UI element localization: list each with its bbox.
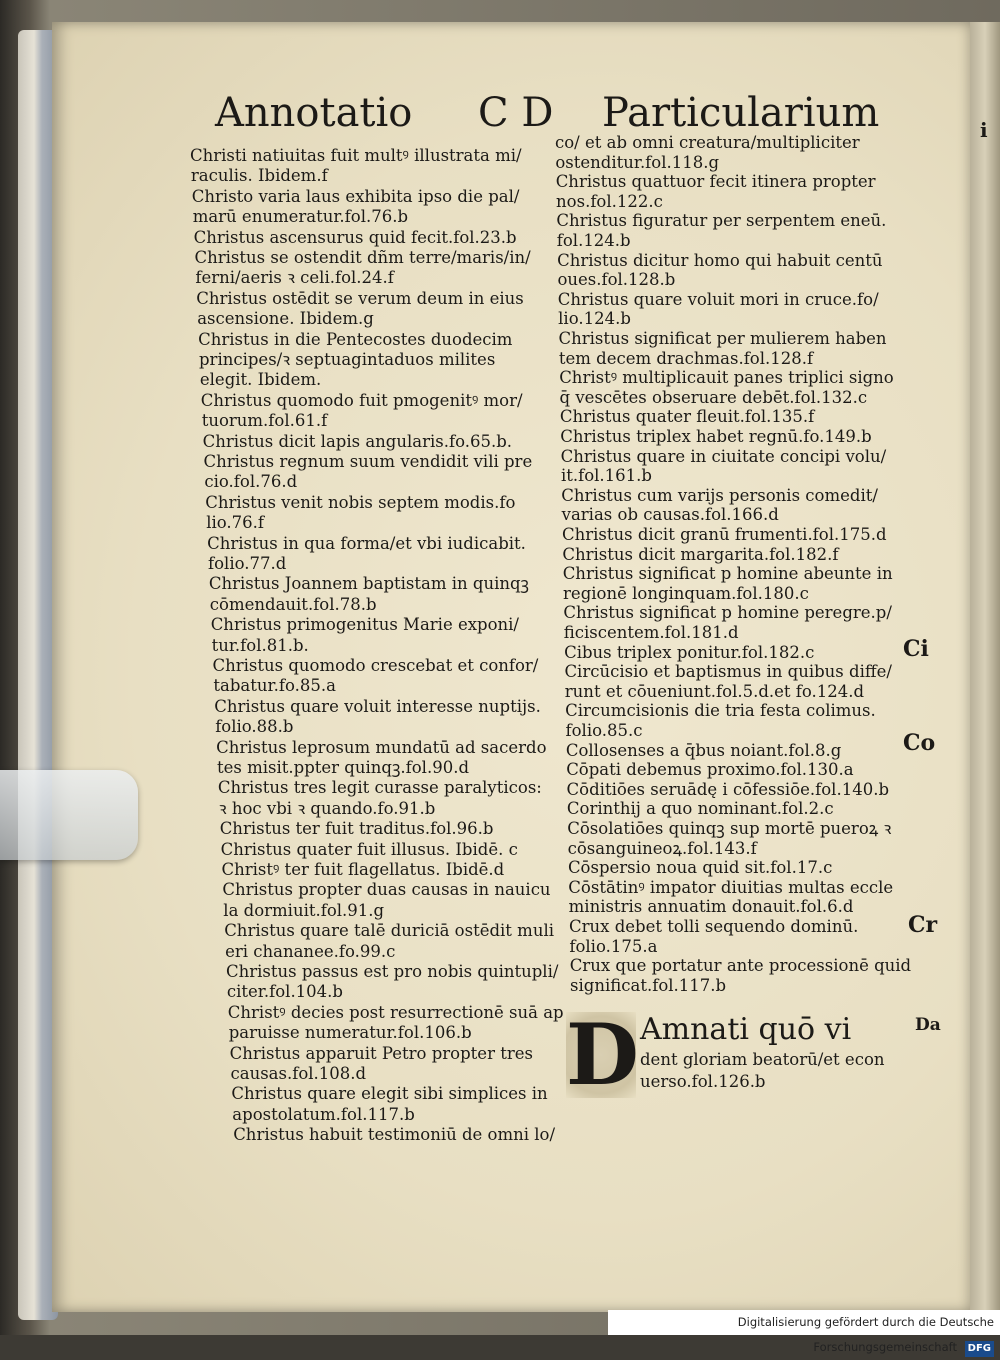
index-line: Christꝰ ter fuit flagellatus. Ibidē.d xyxy=(221,860,505,879)
index-line: raculis. Ibidem.f xyxy=(190,166,328,186)
index-line: ministris annuatim donauit.fol.6.d xyxy=(568,897,854,917)
index-line: Christus propter duas causas in nauicu xyxy=(222,880,551,900)
index-line: Christus habuit testimoniū de omni lo/ xyxy=(233,1125,556,1145)
index-line: ꝛ hoc vbi ꝛ quando.fo.91.b xyxy=(218,798,436,818)
index-line: causas.fol.108.d xyxy=(230,1064,367,1083)
index-line: Christus dicit margarita.fol.182.f xyxy=(562,544,839,564)
index-line: Christus dicit lapis angularis.fo.65.b. xyxy=(202,431,513,451)
index-line: Christus significat per mulierem haben xyxy=(558,329,887,348)
margin-head-da: Da xyxy=(915,1015,941,1035)
index-line: Christus significat p homine peregre.p/ xyxy=(563,603,892,623)
index-line: elegit. Ibidem. xyxy=(199,370,322,390)
index-line: Circumcisionis die tria festa colimus. xyxy=(565,701,876,721)
index-line: nos.fol.122.c xyxy=(556,191,663,211)
index-line: citer.fol.104.b xyxy=(226,982,343,1002)
index-line: tabatur.fo.85.a xyxy=(213,676,336,696)
index-line: ferni/aeris ꝛ celi.fol.24.f xyxy=(195,268,394,288)
index-line: Christus significat p homine abeunte in xyxy=(562,564,893,584)
index-line: Christus ostēdit se verum deum in eius xyxy=(196,288,524,308)
index-line: Christus quater fuit illusus. Ibidē. c xyxy=(220,839,518,859)
initial-entry-line1: Amnati quō vi xyxy=(640,1012,852,1047)
page-clip xyxy=(0,770,138,860)
index-line: Christus quomodo fuit pmogenitꝰ mor/ xyxy=(200,390,523,410)
margin-head-cr: Cr xyxy=(908,912,938,938)
margin-head-ci: Ci xyxy=(903,636,929,662)
index-line: co/ et ab omni creatura/multipliciter xyxy=(555,133,860,152)
index-line: Crux debet tolli sequendo dominū. xyxy=(569,917,859,936)
index-line: fol.124.b xyxy=(556,231,631,250)
index-line: Cōstātinꝰ impator diuitias multas eccle xyxy=(568,877,894,897)
index-line: ostenditur.fol.118.g xyxy=(555,152,720,172)
index-line: Christus Joannem baptistam in quinqꝫ xyxy=(208,574,529,594)
decorated-initial: D xyxy=(566,1005,639,1104)
index-line: Cōsolatiōes quinqꝫ sup mortē pueroꝝ ꝛ xyxy=(567,819,892,838)
index-line: Christus quater fleuit.fol.135.f xyxy=(559,407,815,427)
index-line: Christus dicit granū frumenti.fol.175.d xyxy=(562,525,887,544)
index-line: Christus figuratur per serpentem eneū. xyxy=(556,211,887,231)
index-line: Christus ascensurus quid fecit.fol.23.b xyxy=(193,227,517,247)
dfg-logo: DFG xyxy=(965,1341,994,1357)
initial-entry-line3: uerso.fol.126.b xyxy=(640,1072,766,1091)
index-line: Christus dicitur homo qui habuit centū xyxy=(557,250,883,270)
index-line: regionē longinquam.fol.180.c xyxy=(563,583,809,603)
index-line: varias ob causas.fol.166.d xyxy=(561,505,779,525)
index-line: Christus in qua forma/et vbi iudicabit. xyxy=(207,533,526,553)
index-line: ascensione. Ibidem.g xyxy=(197,309,374,329)
index-line: folio.88.b xyxy=(215,717,294,737)
footer-text: Digitalisierung gefördert durch die Deutsche Forschungsgemeinschaft xyxy=(737,1315,994,1354)
index-line: folio.175.a xyxy=(569,936,658,956)
index-line: Christus leprosum mundatū ad sacerdo xyxy=(216,737,547,757)
index-line: it.fol.161.b xyxy=(560,466,652,486)
index-line: cio.fol.76.d xyxy=(204,472,298,492)
index-line: folio.77.d xyxy=(208,554,287,573)
index-line: cōmendauit.fol.78.b xyxy=(209,594,377,614)
page-right-edge xyxy=(970,22,1000,1312)
margin-head-co: Co xyxy=(903,730,936,756)
index-line: Christus in die Pentecostes duodecim xyxy=(198,329,513,349)
index-line: tes misit.ppter quinqꝫ.fol.90.d xyxy=(217,758,469,777)
index-line: Christus quare voluit interesse nuptijs. xyxy=(214,696,541,716)
index-line: Christꝰ decies post resurrectionē suā ap xyxy=(227,1002,564,1022)
index-line: Christus cum varijs personis comedit/ xyxy=(561,485,878,505)
edge-letter: i xyxy=(980,118,988,142)
index-line: Christus se ostendit dñm terre/maris/in/ xyxy=(194,248,531,267)
index-line: Circūcisio et baptismus in quibus diffe/ xyxy=(564,662,892,682)
index-line: lio.124.b xyxy=(558,309,631,329)
index-line: Christus triplex habet regnū.fo.149.b xyxy=(560,427,872,446)
index-line: Crux que portatur ante processionē quid xyxy=(569,956,912,976)
index-line: Cibus triplex ponitur.fol.182.c xyxy=(564,642,815,662)
index-line: Christus ter fuit traditus.fol.96.b xyxy=(219,819,494,839)
footer-banner xyxy=(608,1310,1000,1354)
index-line: Cōspersio noua quid sit.fol.17.c xyxy=(567,858,833,878)
index-line: Christus quare in ciuitate concipi volu/ xyxy=(560,446,887,466)
index-line: la dormiuit.fol.91.g xyxy=(223,900,385,920)
index-line: Christꝰ multiplicauit panes triplici signo xyxy=(559,368,894,388)
index-line: ficiscentem.fol.181.d xyxy=(563,623,739,642)
index-line: Christus quare elegit sibi simplices in xyxy=(231,1084,548,1104)
index-line: Christus passus est pro nobis quintupli/ xyxy=(226,962,559,981)
running-head-right: Particularium xyxy=(602,90,880,136)
index-line: apostolatum.fol.117.b xyxy=(232,1104,415,1124)
index-line: Christus primogenitus Marie exponi/ xyxy=(210,615,519,635)
index-line: Christi natiuitas fuit multꝰ illustrata mi/ xyxy=(190,146,522,165)
running-head-middle: C D xyxy=(478,90,554,136)
index-line: folio.85.c xyxy=(565,721,643,740)
index-line: Christo varia laus exhibita ipso die pal/ xyxy=(191,186,520,206)
index-line: oues.fol.128.b xyxy=(557,270,676,290)
index-line: eri chananee.fo.99.c xyxy=(225,941,396,961)
index-line: Christus quare voluit mori in cruce.fo/ xyxy=(557,289,879,309)
index-line: runt et cōueniunt.fol.5.d.et fo.124.d xyxy=(564,681,865,701)
index-line: principes/ꝛ septuagintaduos milites xyxy=(199,350,496,369)
index-line: Collosenses a q̄bus noiant.fol.8.g xyxy=(565,740,842,760)
index-line: Christus tres legit curasse paralyticos: xyxy=(217,778,542,798)
index-line: tur.fol.81.b. xyxy=(211,635,309,655)
index-line: paruisse numeratur.fol.106.b xyxy=(228,1023,472,1043)
index-line: marū enumeratur.fol.76.b xyxy=(192,207,409,227)
index-line: q̄ vescētes obseruare debēt.fol.132.c xyxy=(559,387,868,407)
initial-entry-line2: dent gloriam beatorū/et econ xyxy=(640,1050,885,1069)
index-line: Christus venit nobis septem modis.fo xyxy=(205,492,516,512)
index-line: lio.76.f xyxy=(206,513,264,533)
index-line: tem decem drachmas.fol.128.f xyxy=(558,348,814,368)
index-line: Cōditiōes seruādę i cōfessiōe.fol.140.b xyxy=(566,779,890,799)
index-line: tuorum.fol.61.f xyxy=(201,411,328,431)
index-line: Cōpati debemus proximo.fol.130.a xyxy=(566,760,854,780)
index-line: Christus quomodo crescebat et confor/ xyxy=(212,656,539,675)
index-line: significat.fol.117.b xyxy=(570,975,727,995)
index-line: Corinthij a quo nominant.fol.2.c xyxy=(566,799,834,819)
running-head-left: Annotatio xyxy=(215,90,413,136)
index-line: Christus quare talē duriciā ostēdit muli xyxy=(224,921,555,941)
index-line: Christus apparuit Petro propter tres xyxy=(229,1043,533,1063)
index-line: cōsanguineoꝝ.fol.143.f xyxy=(567,838,757,858)
index-line: Christus quattuor fecit itinera propter xyxy=(555,172,876,192)
index-line: Christus regnum suum vendidit vili pre xyxy=(203,452,533,471)
